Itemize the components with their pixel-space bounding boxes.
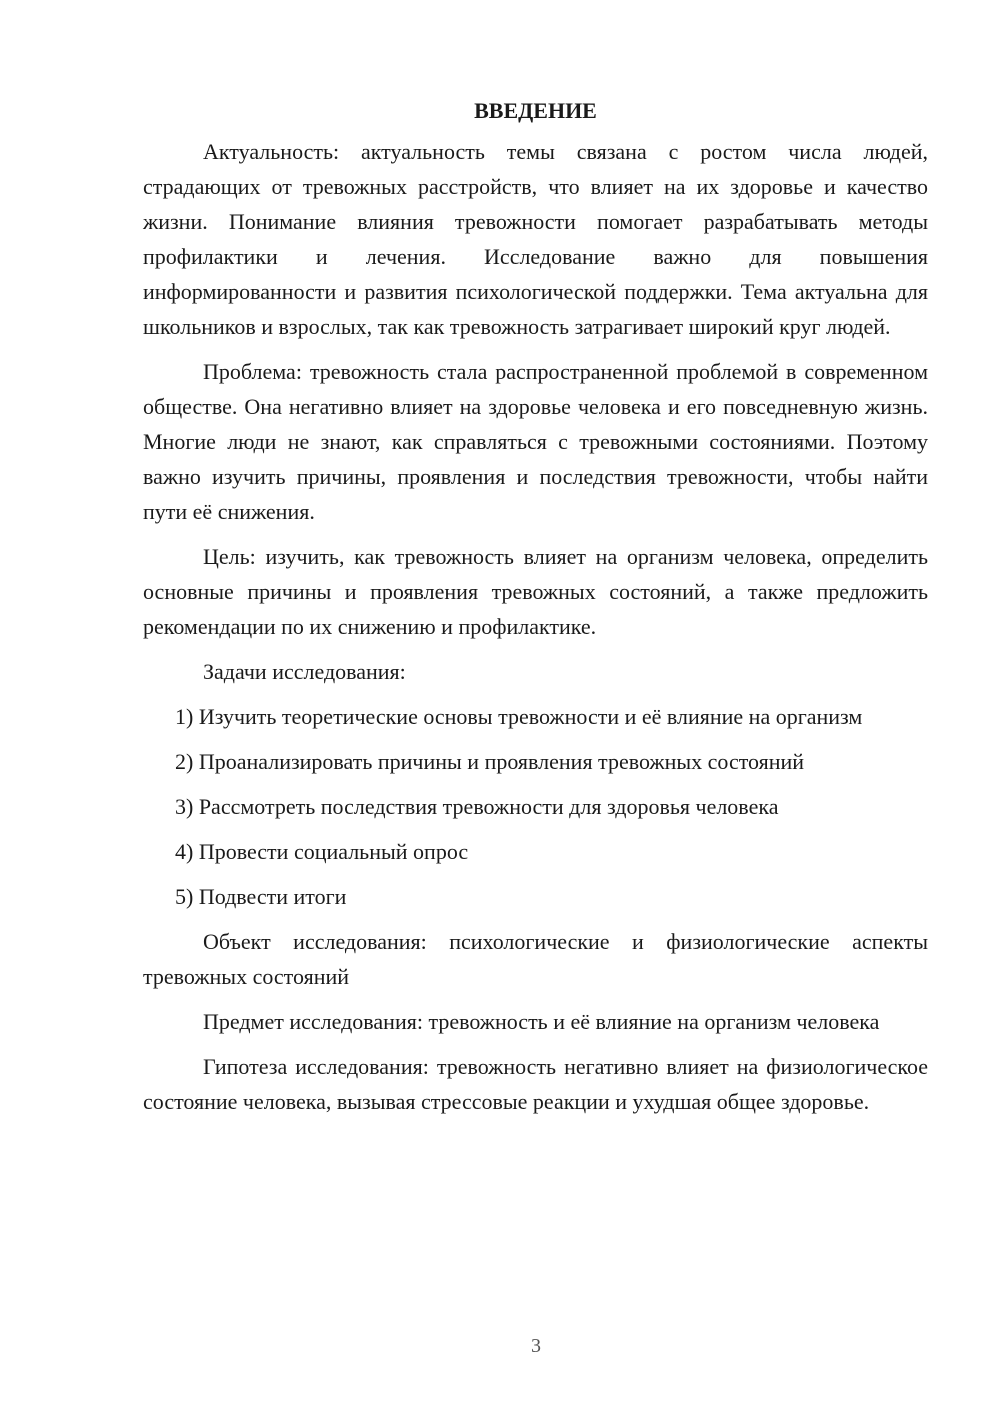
list-item: 5) Подвести итоги <box>175 884 347 909</box>
paragraph-relevance: Актуальность: актуальность темы связана с ростом числа людей, страдающих от тревожных расстройств, что влияет на их здоровье и качество жизни. Понимание влияния тревожности помогает разрабатывать методы профилактики и лечения. Исследование важно для повышения информированности и развития психологической поддержки. Тема актуальна для школьников и взрослых, так как тревожность затрагивает широкий круг людей. <box>143 139 928 339</box>
paragraph-object: Объект исследования: психологические и физиологические аспекты тревожных состояний <box>143 929 928 989</box>
list-item: 1) Изучить теоретические основы тревожности и её влияние на организм <box>175 704 863 729</box>
paragraph-goal: Цель: изучить, как тревожность влияет на организм человека, определить основные причины и проявления тревожных состояний, а также предложить рекомендации по их снижению и профилактике. <box>143 544 928 639</box>
section-heading: ВВЕДЕНИЕ <box>474 98 597 123</box>
page-number: 3 <box>531 1335 541 1357</box>
list-item: 2) Проанализировать причины и проявления тревожных состояний <box>175 749 805 774</box>
document-body <box>143 93 928 1129</box>
list-item: 4) Провести социальный опрос <box>175 839 469 864</box>
paragraph-tasks-title: Задачи исследования: <box>203 659 406 684</box>
tasks-list <box>143 699 928 914</box>
list-item: 3) Рассмотреть последствия тревожности для здоровья человека <box>175 794 779 819</box>
paragraph-subject: Предмет исследования: тревожность и её влияние на организм человека <box>203 1009 880 1034</box>
paragraph-problem: Проблема: тревожность стала распространенной проблемой в современном обществе. Она негативно влияет на здоровье человека и его повседневную жизнь. Многие люди не знают, как справляться с тревожными состояниями. Поэтому важно изучить причины, проявления и последствия тревожности, чтобы найти пути её снижения. <box>143 359 928 524</box>
paragraph-hypothesis: Гипотеза исследования: тревожность негативно влияет на физиологическое состояние человека, вызывая стрессовые реакции и ухудшая общее здоровье. <box>143 1054 928 1114</box>
